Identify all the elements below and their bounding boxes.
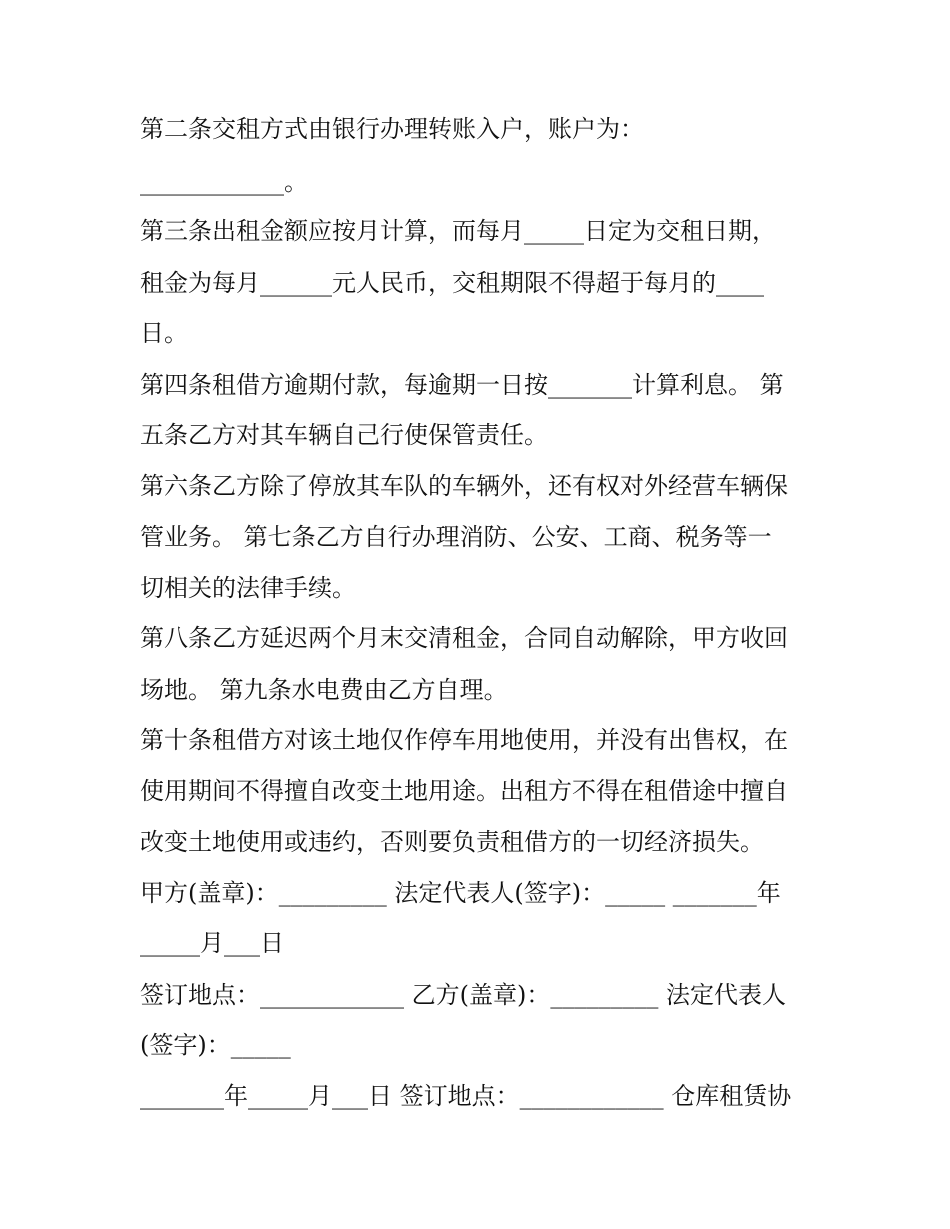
text-line-1: 第二条交租方式由银行办理转账入户，账户为： bbox=[140, 115, 644, 143]
text-line-18: 签订地点：____________ 乙方(盖章)：_________ 法定代表人 bbox=[140, 981, 786, 1009]
text-line-20: _______年_____月___日 签订地点：____________ 仓库租赁协 bbox=[140, 1082, 792, 1110]
text-line-5: 日。 bbox=[140, 319, 188, 347]
text-line-16: 甲方(盖章)：_________ 法定代表人(签字)：_____ _______年 bbox=[140, 879, 781, 907]
text-line-9: 管业务。 第七条乙方自行办理消防、公安、工商、税务等一 bbox=[140, 523, 772, 551]
text-line-8: 第六条乙方除了停放其车队的车辆外，还有权对外经营车辆保 bbox=[140, 472, 788, 500]
text-line-15: 改变土地使用或违约，否则要负责租借方的一切经济损失。 bbox=[140, 828, 764, 856]
text-line-12: 场地。 第九条水电费由乙方自理。 bbox=[140, 676, 508, 704]
text-line-3: 第三条出租金额应按月计算，而每月_____日定为交租日期， bbox=[140, 217, 776, 245]
text-line-7: 五条乙方对其车辆自己行使保管责任。 bbox=[140, 421, 548, 449]
text-line-19: (签字)：_____ bbox=[140, 1031, 291, 1059]
text-line-13: 第十条租借方对该土地仅作停车用地使用，并没有出售权，在 bbox=[140, 726, 788, 754]
text-line-17: _____月___日 bbox=[140, 929, 284, 957]
text-line-2: ____________。 bbox=[140, 168, 308, 196]
text-line-4: 租金为每月______元人民币，交租期限不得超于每月的____ bbox=[140, 269, 764, 297]
text-line-10: 切相关的法律手续。 bbox=[140, 574, 356, 602]
text-line-14: 使用期间不得擅自改变土地用途。出租方不得在租借途中擅自 bbox=[140, 777, 788, 805]
text-line-6: 第四条租借方逾期付款，每逾期一日按_______计算利息。 第 bbox=[140, 371, 784, 399]
text-line-11: 第八条乙方延迟两个月末交清租金，合同自动解除，甲方收回 bbox=[140, 624, 788, 652]
